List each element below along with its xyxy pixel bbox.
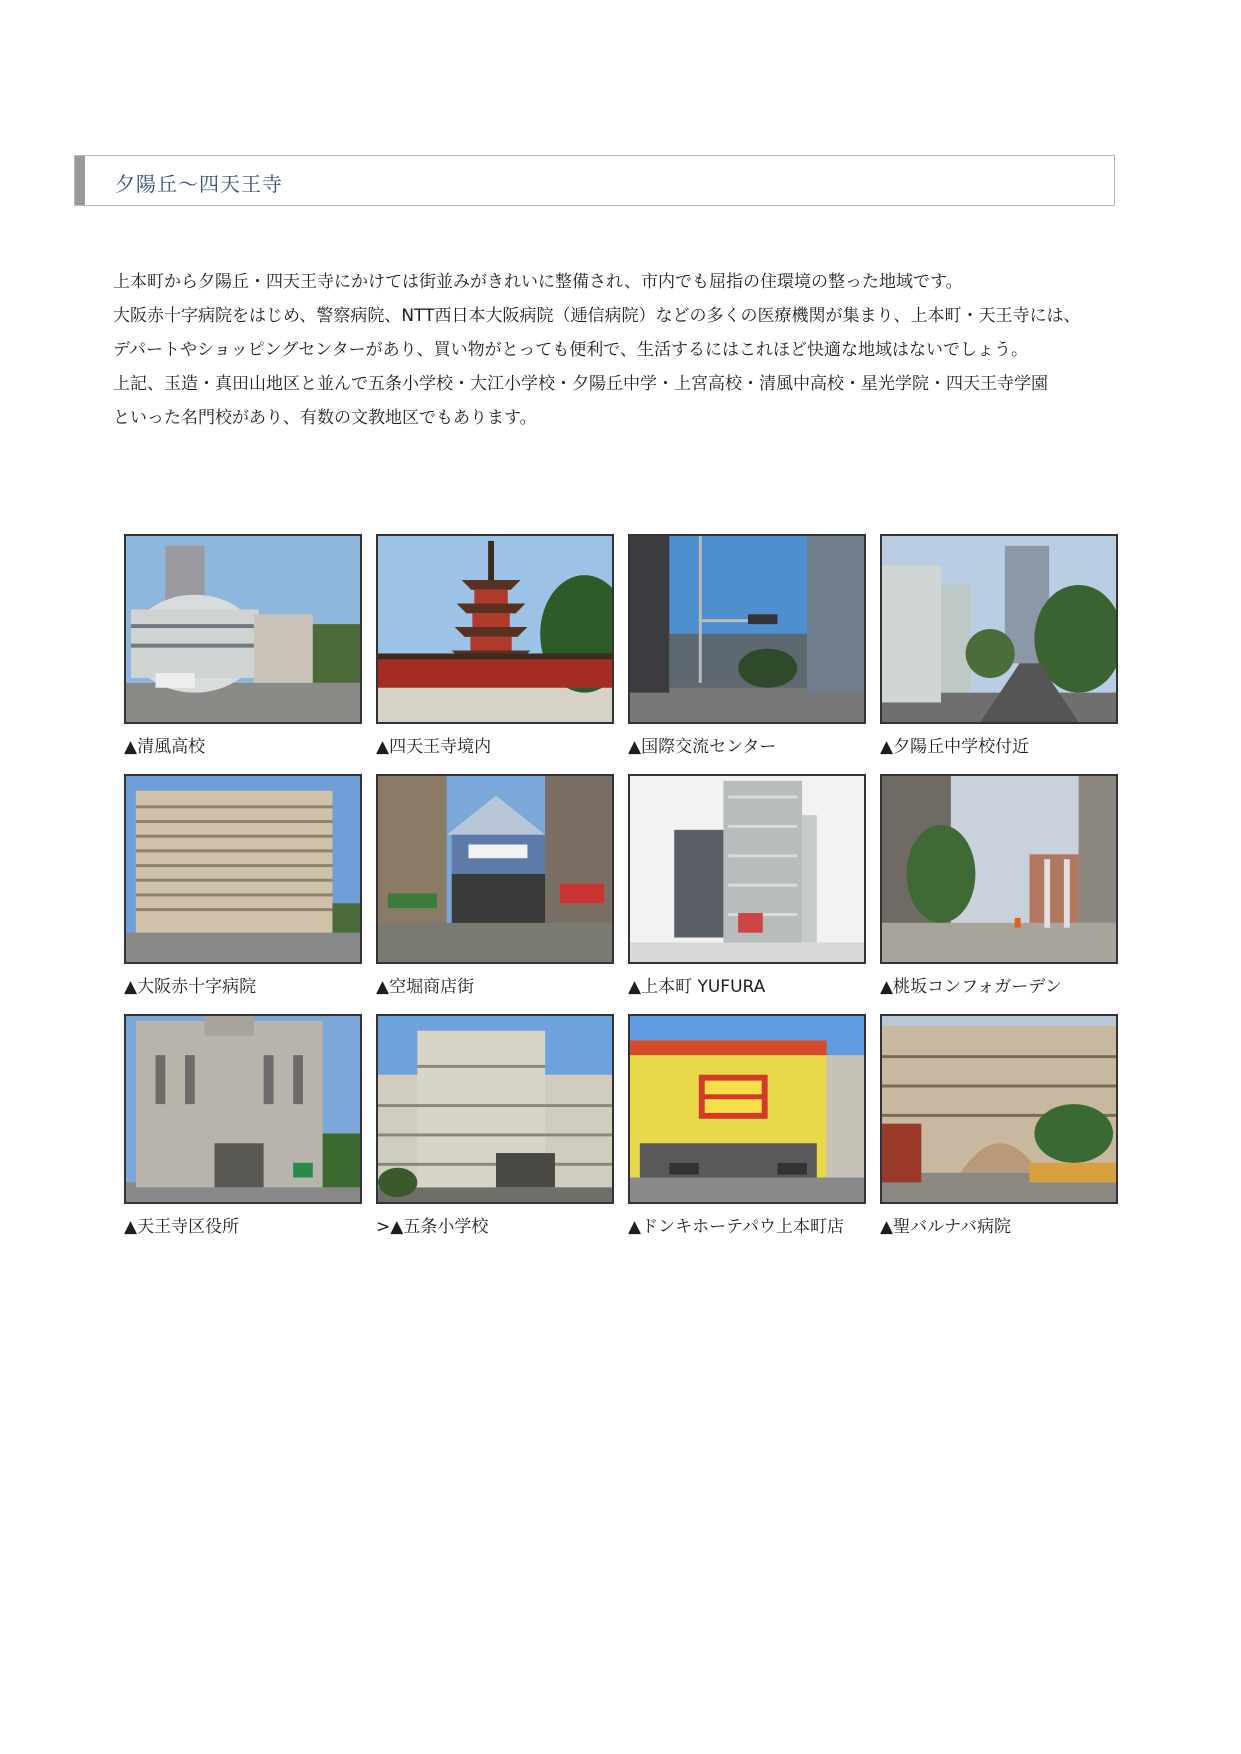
photo-caption: ▲夕陽丘中学校付近	[880, 737, 1030, 757]
photo-caption: ▲国際交流センター	[628, 737, 777, 757]
photo-card	[376, 534, 614, 757]
section-title: 夕陽丘～四天王寺	[115, 172, 283, 196]
photo-card	[880, 774, 1118, 997]
photo-card	[880, 534, 1118, 757]
photo	[628, 534, 866, 724]
photo	[376, 774, 614, 964]
photo	[376, 534, 614, 724]
photo	[880, 774, 1118, 964]
photo-caption: ▲桃坂コンフォガーデン	[880, 977, 1062, 997]
photo-caption: ▲天王寺区役所	[124, 1217, 240, 1237]
photo	[124, 534, 362, 724]
photo	[124, 1014, 362, 1204]
photo-card	[124, 1014, 362, 1237]
photo-caption: >▲五条小学校	[376, 1217, 489, 1237]
body-line: といった名門校があり、有数の文教地区でもあります。	[113, 408, 537, 428]
photo-card	[376, 1014, 614, 1237]
photo-card	[880, 1014, 1118, 1237]
photo	[880, 534, 1118, 724]
header-accent-bar	[75, 156, 85, 205]
photo	[376, 1014, 614, 1204]
photo	[628, 1014, 866, 1204]
photo-caption: ▲空堀商店街	[376, 977, 475, 997]
body-line: デパートやショッピングセンターがあり、買い物がとっても便利で、生活するにはこれほど快適な地域はないでしょう。	[113, 340, 1028, 360]
body-paragraph	[113, 265, 1123, 435]
photo-card	[628, 1014, 866, 1237]
photo-caption: ▲上本町 YUFURA	[628, 977, 766, 997]
body-line: 上記、玉造・真田山地区と並んで五条小学校・大江小学校・夕陽丘中学・上宮高校・清風中高校・星光学院・四天王寺学園	[113, 374, 1048, 394]
photo-card	[376, 774, 614, 997]
photo-caption: ▲ドンキホーテパウ上本町店	[628, 1217, 845, 1237]
photo	[124, 774, 362, 964]
body-line: 大阪赤十字病院をはじめ、警察病院、NTT西日本大阪病院（逓信病院）などの多くの医療機関が集まり、上本町・天王寺には、	[113, 306, 1081, 326]
photo-caption: ▲清風高校	[124, 737, 206, 757]
photo-caption: ▲四天王寺境内	[376, 737, 492, 757]
body-line: 上本町から夕陽丘・四天王寺にかけては街並みがきれいに整備され、市内でも屈指の住環境の整った地域です。	[113, 272, 963, 292]
photo	[628, 774, 866, 964]
photo-card	[124, 534, 362, 757]
photo-card	[124, 774, 362, 997]
photo	[880, 1014, 1118, 1204]
section-header	[74, 155, 1115, 206]
photo-card	[628, 774, 866, 997]
photo-caption: ▲大阪赤十字病院	[124, 977, 257, 997]
photo-card	[628, 534, 866, 757]
photo-caption: ▲聖バルナバ病院	[880, 1217, 1012, 1237]
